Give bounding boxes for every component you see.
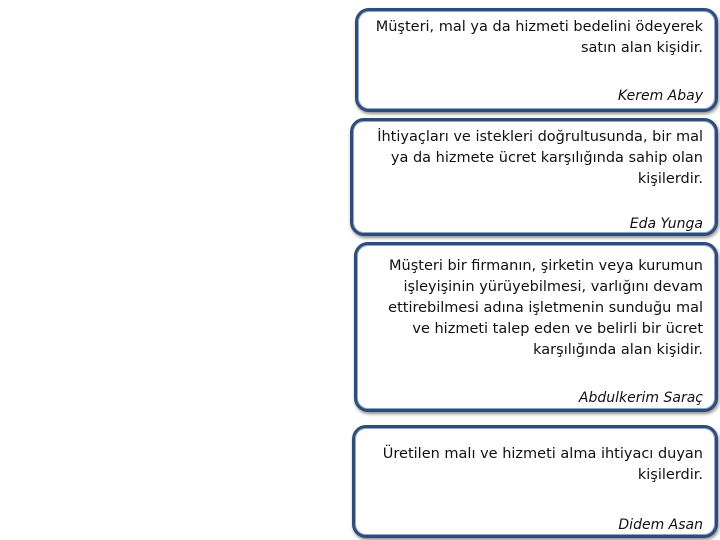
definition-card-abdulkerim-sarac (354, 242, 718, 412)
definition-text: Üretilen malı ve hizmeti alma ihtiyacı duyan kişilerdir. (382, 446, 703, 483)
definition-author: Didem Asan (618, 517, 703, 533)
definition-author: Abdulkerim Saraç (578, 390, 703, 406)
definition-card-didem-asan (352, 425, 718, 538)
definition-text: Müşteri bir firmanın, şirketin veya kurumun işleyişinin yürüyebilmesi, varlığını devam ettirebilmesi adına işletmenin sunduğu mal ve hizmeti talep eden ve belirli bir ücret karşılığında alan kişidir. (388, 258, 703, 358)
definition-card-kerem-abay (355, 8, 718, 112)
definition-text: Müşteri, mal ya da hizmeti bedelini ödeyerek satın alan kişidir. (375, 19, 703, 56)
definition-card-eda-yunga (350, 118, 718, 236)
definition-author: Eda Yunga (629, 216, 703, 232)
definition-author: Kerem Abay (617, 88, 703, 104)
definition-text: İhtiyaçları ve istekleri doğrultusunda, bir mal ya da hizmete ücret karşılığında sahip olan kişilerdir. (377, 129, 703, 187)
